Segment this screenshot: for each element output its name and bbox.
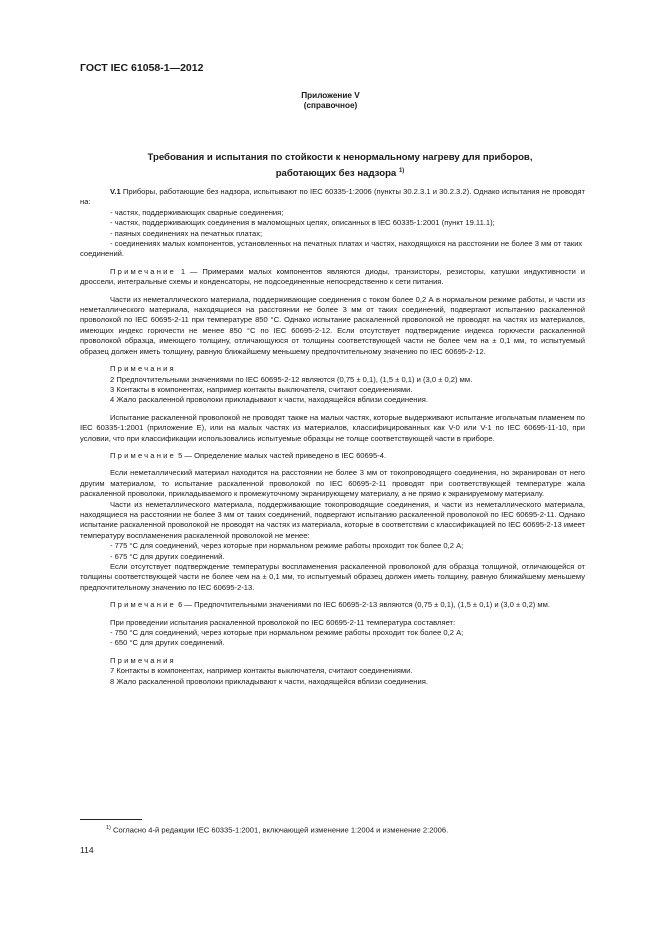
list-item-text: - соединениях малых компонентов, установленных на печатных платах и частях, находящихся на расстоянии не более 3 мм от таких соединений.	[80, 239, 583, 259]
note-item: 4 Жало раскаленной проволоки прикладывают к части, находящейся вблизи соединения.	[110, 395, 428, 405]
note-text: 6 — Предпочтительными значениями по IEC 60695-2-13 являются (0,75 ± 0,1), (1,5 ± 0,1) и (3,0 ± 0,2) мм.	[175, 600, 550, 610]
clause-text: Приборы, работающие без надзора, испытывают по IEC 60335-1:2006 (пункты 30.2.3.1 и 30.2.3.2). Однако испытания не проводят на:	[80, 187, 585, 207]
note-1	[80, 267, 585, 288]
note-item: 2 Предпочтительными значениями по IEC 60695-2-12 являются (0,75 ± 0,1), (1,5 ± 0,1) и (3,0 ± 0,2) мм.	[110, 374, 473, 384]
list-item: - 775 °С для соединений, через которые при нормальном режиме работы проходит ток более 0,2 А;	[110, 541, 464, 551]
note-5	[80, 451, 585, 461]
note-item: 3 Контакты в компонентах, например контакты выключателя, считают соединениями.	[110, 384, 413, 394]
list-item: - паяных соединениях на печатных платах;	[110, 228, 263, 238]
note-label: Примечание	[110, 266, 176, 276]
title-footnote-mark: 1)	[398, 167, 405, 174]
list-item: - 675 °С для других соединений.	[110, 551, 225, 561]
list-item	[80, 239, 585, 260]
appendix-type: (справочное)	[303, 101, 358, 110]
paragraph-ignition: Если отсутствует подтверждение температуры воспламенения раскаленной проволокой для образца толщиной, отличающейся от толщины соответствующей части не более чем на ± 0,1 мм, то испытуемый образец должен иметь толщину, равную ближайшему меньшему предпочтительному значению по IEC 60695-2-13.	[80, 562, 585, 592]
title-line-2-text: работающих без надзора	[275, 167, 397, 179]
note-label: Примечание	[110, 600, 176, 610]
document-body	[80, 187, 585, 687]
section-title	[100, 152, 580, 180]
note-6	[80, 600, 585, 610]
list-item: - частях, поддерживающих соединения в маломощных цепях, описанных в IEC 60335-1:2001 (пункт 19.11.1);	[110, 218, 495, 228]
note-label: Примечание	[110, 450, 176, 460]
clause-v1	[80, 187, 585, 208]
note-item: 7 Контакты в компонентах, например контакты выключателя, считают соединениями.	[110, 666, 413, 676]
paragraph-glowwire: Испытание раскаленной проволокой не проводят также на малых частях, которые выдерживают испытание игольчатым пламенем по IEC 60335-1:2001 (приложение Е), или на малых частях из материалов, классифицированных как V-0 или V-1 по IEC 60695-11-10, при условии, что при классификации использовались испытуемые образцы не толще соответствующей части в приборе.	[80, 412, 585, 443]
note-text: 5 — Определение малых частей приведено в IEC 60695-4.	[175, 450, 387, 460]
clause-number: V.1	[110, 187, 121, 196]
footnote-divider	[80, 819, 142, 820]
notes-heading: Примечания	[110, 364, 176, 374]
page-number: 114	[80, 845, 94, 855]
notes-heading: Примечания	[110, 655, 176, 665]
footnote-text: Согласно 4-й редакции IEC 60335-1:2001, включающей изменение 1:2004 и изменение 2:2006.	[110, 825, 449, 835]
standard-header: ГОСТ IEC 61058-1—2012	[80, 62, 204, 74]
paragraph-parts: Части из неметаллического материала, поддерживающие токопроводящие соединения, и части из неметаллического материала, находящиеся на расстоянии не более 3 мм от таких соединений, подвергают испытанию раскаленной проволокой по IEC 60695-2-11. Однако испытание раскаленной проволокой не проводят на частях из материала, которые в соответствии с классификацией по IEC 60695-2-13 имеет температуру воспламенения раскаленной проволокой не менее:	[80, 499, 585, 540]
paragraph-test-temp: При проведении испытания раскаленной проволокой по IEC 60695-2-11 температура составляет:	[110, 617, 456, 627]
paragraph-nonmetal: Части из неметаллического материала, поддерживающие соединения с током более 0,2 А в нормальном режиме работы, и части из неметаллического материала, находящиеся на расстоянии не более 3 мм от таких соединений, подвергают испытанию раскаленной проволокой по IEC 60695-2-11 при температуре 850 °С. Однако испытание раскаленной проволокой не проводят на частях из материалов, имеющих индекс горючести не менее 850 °С по IEC 60695-2-12. Если отсутствует подтверждение индекса горючести раскаленной проволокой образца, имеющего толщину, отличающуюся от толщины соответствующей части не более чем на ± 0,1 мм, то испытуемый образец должен иметь толщину, равную ближайшему меньшему предпочтительному значению по IEC 60695-2-12.	[80, 294, 585, 356]
footnote-mark: 1)	[106, 825, 111, 831]
note-text: 1 — Примерами малых компонентов являются диоды, транзисторы, резисторы, катушки индуктивности и дроссели, интегральные схемы и конденсаторы, не подсоединенные непосредственно к сети питания.	[80, 266, 585, 287]
list-item: - 650 °С для других соединений.	[110, 638, 225, 648]
title-line-2	[100, 165, 580, 181]
note-item: 8 Жало раскаленной проволоки прикладывают к части, находящейся вблизи соединения.	[110, 676, 428, 686]
list-item: - 750 °С для соединений, через которые при нормальном режиме работы проходит ток более 0,2 А;	[110, 628, 464, 638]
title-line-1: Требования и испытания по стойкости к ненормальному нагреву для приборов,	[147, 152, 533, 163]
appendix-label: Приложение V	[301, 91, 360, 100]
list-item: - частях, поддерживающих сварные соединения;	[110, 207, 284, 217]
footnote	[106, 825, 448, 835]
paragraph-shielded: Если неметаллический материал находится на расстоянии не более 3 мм от токопроводящего соединения, но экранирован от него другим материалом, то испытание раскаленной проволокой по IEC 60695-2-11 проводят при соответствующей температуре жала раскаленной проволоки, прикладываемого к промежуточному экранирующему материалу, а не прямо к экранируемому материалу.	[80, 468, 585, 499]
